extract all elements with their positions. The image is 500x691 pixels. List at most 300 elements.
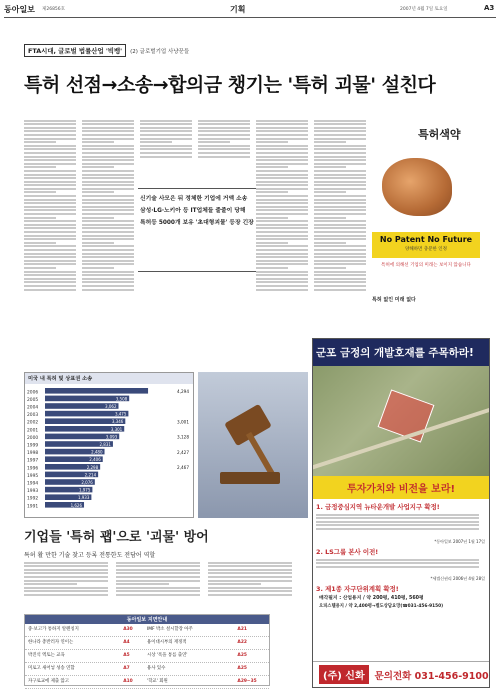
text-line bbox=[82, 170, 134, 172]
text-line bbox=[256, 245, 308, 247]
text-line bbox=[140, 134, 192, 136]
text-line bbox=[82, 206, 134, 208]
chart-box bbox=[24, 372, 194, 518]
ad-point-3-sub-1: 매각필지 : 산업용지 / 약 200평, 410평, 560평 bbox=[319, 596, 424, 601]
chart-right-label: 4,294 bbox=[177, 389, 189, 394]
page-guide-item: 박진석 엑토는 교육 bbox=[28, 653, 65, 658]
subheadline bbox=[24, 526, 314, 559]
text-line bbox=[82, 274, 134, 276]
text-line bbox=[256, 285, 308, 287]
text-line bbox=[256, 174, 308, 176]
text-line bbox=[198, 127, 250, 129]
text-line bbox=[82, 145, 134, 147]
slogan-english: No Patent No Future bbox=[379, 235, 473, 244]
series-bar bbox=[24, 44, 189, 57]
slogan-korean: 양해하면 충분한 인정 bbox=[405, 247, 447, 252]
text-line bbox=[256, 289, 308, 291]
text-line bbox=[256, 141, 288, 143]
text-line bbox=[256, 271, 308, 273]
text-line bbox=[24, 245, 76, 247]
page-guide-row[interactable] bbox=[25, 637, 269, 650]
chart-year-label: 1996 bbox=[27, 466, 39, 472]
page-guide-item: '학교' 회원 bbox=[146, 679, 168, 684]
series-tag: FTA시대, 글로벌 법률산업 '빅뱅' bbox=[24, 44, 126, 57]
chart-bar bbox=[45, 388, 148, 394]
text-line bbox=[24, 583, 77, 585]
text-line bbox=[82, 231, 134, 233]
text-line bbox=[256, 213, 308, 215]
article-column-5 bbox=[256, 118, 310, 368]
page-guide-list bbox=[25, 624, 269, 689]
text-line bbox=[256, 263, 308, 265]
chart-title: 미국 내 특허 및 상표권 소송 bbox=[25, 373, 193, 384]
text-line bbox=[82, 260, 134, 262]
page-guide-item: 미로고 새어넣 성송 연합 bbox=[28, 666, 75, 671]
chart-value-label: 1,975 bbox=[78, 487, 91, 493]
text-line bbox=[24, 249, 76, 251]
text-line bbox=[24, 166, 56, 168]
text-line bbox=[24, 148, 76, 150]
text-line bbox=[314, 188, 366, 190]
text-line bbox=[24, 181, 76, 183]
text-line bbox=[256, 267, 288, 269]
text-line bbox=[314, 120, 366, 122]
text-line bbox=[24, 285, 76, 287]
text-line bbox=[24, 263, 76, 265]
ad-point-1-source: *동아일보 2007년 1월 17일 bbox=[434, 539, 485, 544]
text-line bbox=[256, 220, 308, 222]
text-line bbox=[24, 289, 76, 291]
text-line bbox=[82, 267, 114, 269]
chart-value-label: 2,076 bbox=[81, 480, 93, 485]
text-line bbox=[24, 572, 108, 574]
article-column-4 bbox=[198, 118, 252, 178]
text-line bbox=[82, 238, 134, 240]
text-line bbox=[256, 120, 308, 122]
text-line bbox=[314, 206, 366, 208]
text-line bbox=[256, 253, 308, 255]
text-line bbox=[208, 576, 292, 578]
text-line bbox=[256, 202, 308, 204]
page-guide-page: A4 bbox=[123, 640, 130, 645]
text-line bbox=[198, 134, 250, 136]
text-line bbox=[314, 152, 366, 154]
text-line bbox=[314, 209, 366, 211]
text-line bbox=[198, 123, 250, 125]
text-line bbox=[314, 253, 366, 255]
ad-point-2-body bbox=[316, 557, 486, 575]
ad-point-3-sub-2: 오피스텔용지 / 약 2,400평→별도상담요망(☎031-456-9150) bbox=[319, 604, 444, 609]
text-line bbox=[256, 281, 308, 283]
text-line bbox=[314, 213, 366, 215]
text-line bbox=[314, 123, 366, 125]
text-line bbox=[314, 177, 366, 179]
text-line bbox=[82, 242, 114, 244]
text-line bbox=[256, 231, 308, 233]
photo-caption bbox=[372, 296, 480, 303]
text-line bbox=[82, 181, 134, 183]
text-line bbox=[256, 217, 288, 219]
brain-image bbox=[382, 158, 452, 216]
text-line bbox=[208, 569, 292, 571]
text-line bbox=[314, 274, 366, 276]
text-line bbox=[208, 580, 292, 582]
text-line bbox=[116, 580, 200, 582]
chart-year-label: 2002 bbox=[27, 420, 39, 426]
text-line bbox=[24, 278, 76, 280]
page-guide-page: A25 bbox=[237, 666, 247, 671]
sub-article-column-3 bbox=[208, 560, 296, 612]
text-line bbox=[314, 238, 366, 240]
text-line bbox=[314, 224, 366, 226]
text-line bbox=[256, 184, 308, 186]
text-line bbox=[198, 145, 250, 147]
text-line bbox=[24, 213, 76, 215]
slogan-banner bbox=[372, 232, 480, 258]
page-number: A3 bbox=[484, 4, 495, 12]
text-line bbox=[24, 174, 76, 176]
text-line bbox=[82, 166, 114, 168]
text-line bbox=[24, 242, 56, 244]
photo-caption-red: 특허에 의해선 기업의 미래는 보이지 않습니다 bbox=[381, 263, 471, 268]
masthead bbox=[4, 4, 496, 16]
text-line bbox=[256, 199, 308, 201]
text-line bbox=[24, 127, 76, 129]
text-line bbox=[314, 138, 366, 140]
text-line bbox=[314, 256, 366, 258]
text-line bbox=[198, 156, 250, 158]
text-line bbox=[140, 120, 192, 122]
text-line bbox=[82, 263, 134, 265]
text-line bbox=[24, 235, 76, 237]
text-line bbox=[24, 138, 76, 140]
chart-value-label: 1,626 bbox=[70, 502, 83, 508]
chart-value-label: 3,062 bbox=[105, 404, 117, 409]
ad-point-3: 3. 제1종 자구단위계획 확정! bbox=[316, 585, 399, 593]
text-line bbox=[314, 199, 366, 201]
text-line bbox=[116, 569, 200, 571]
text-line bbox=[316, 566, 479, 568]
text-line bbox=[24, 206, 76, 208]
text-line bbox=[314, 191, 346, 193]
text-line bbox=[316, 562, 479, 564]
text-line bbox=[24, 145, 76, 147]
text-line bbox=[256, 134, 308, 136]
text-line bbox=[116, 576, 200, 578]
text-line bbox=[314, 263, 366, 265]
page-guide-row[interactable] bbox=[25, 663, 269, 676]
page-guide-item: IMF 박소 설시할장 아주 bbox=[146, 627, 193, 632]
page-guide-row[interactable] bbox=[25, 650, 269, 663]
text-line bbox=[24, 576, 108, 578]
text-line bbox=[82, 195, 134, 197]
ad-contact-bar bbox=[313, 661, 489, 687]
text-line bbox=[24, 152, 76, 154]
text-line bbox=[314, 249, 366, 251]
photo-caption-title: 특허 없인 미래 없다 bbox=[372, 297, 416, 303]
page-guide-page: A21 bbox=[237, 627, 247, 632]
text-line bbox=[314, 141, 346, 143]
text-line bbox=[82, 281, 134, 283]
text-line bbox=[24, 163, 76, 165]
text-line bbox=[82, 235, 134, 237]
ad-point-1: 1. 금정중심지역 뉴타운개발 사업지구 확정! bbox=[316, 503, 440, 511]
text-line bbox=[24, 177, 76, 179]
text-line bbox=[256, 130, 308, 132]
pullquote-line-3: 특허등 5000개 보유 '초대형괴물' 등장 긴장 bbox=[140, 220, 254, 226]
chart-value-label: 1,933 bbox=[77, 495, 90, 501]
text-line bbox=[256, 181, 308, 183]
chart-year-label: 2001 bbox=[27, 428, 39, 434]
chart-year-label: 1999 bbox=[27, 443, 39, 449]
text-line bbox=[140, 152, 192, 154]
page-guide-page: A10 bbox=[123, 679, 133, 684]
text-line bbox=[116, 590, 200, 592]
text-line bbox=[24, 184, 76, 186]
text-line bbox=[256, 127, 308, 129]
text-line bbox=[314, 278, 366, 280]
text-line bbox=[82, 209, 134, 211]
masthead-rule bbox=[4, 17, 496, 18]
chart-year-label: 1997 bbox=[27, 458, 39, 464]
text-line bbox=[256, 156, 308, 158]
text-line bbox=[208, 583, 261, 585]
text-line bbox=[208, 587, 292, 589]
text-line bbox=[116, 572, 200, 574]
pullquote-line-2: 삼성·LG·노키아 등 IT업체들 줄줄이 당해 bbox=[140, 208, 246, 214]
gavel-base bbox=[220, 472, 280, 484]
page-guide-item: 중·보고가 통하지 알렌칭지 bbox=[28, 627, 79, 632]
page-guide bbox=[24, 614, 270, 686]
text-line bbox=[82, 188, 134, 190]
ad-point-2-source: *세법신권리 2006년 4월 28일 bbox=[430, 576, 485, 581]
text-line bbox=[82, 227, 134, 229]
text-line bbox=[116, 565, 200, 567]
article-column-3 bbox=[140, 118, 194, 178]
series-part: (2) 글로벌기업 사냥꾼들 bbox=[130, 48, 190, 55]
subheadline-deck: 특허 활 만한 기술 찾고 등록 전통한도 전담어 역할 bbox=[24, 552, 156, 559]
text-line bbox=[140, 145, 192, 147]
newspaper-logo: 동아일보 bbox=[4, 4, 35, 14]
ad-investment: 투자가치와 비전을 보라! bbox=[313, 476, 489, 499]
text-line bbox=[24, 569, 108, 571]
text-line bbox=[316, 559, 479, 561]
section-name: 기획 bbox=[230, 5, 246, 14]
text-line bbox=[256, 206, 308, 208]
text-line bbox=[82, 156, 134, 158]
text-line bbox=[24, 231, 76, 233]
text-line bbox=[24, 256, 76, 258]
text-line bbox=[198, 120, 250, 122]
text-line bbox=[316, 517, 479, 519]
text-line bbox=[116, 583, 169, 585]
text-line bbox=[24, 238, 76, 240]
page-guide-page: A7 bbox=[123, 666, 130, 671]
headline: 특허 선점→소송→합의금 챙기는 '특허 괴물' 설친다 bbox=[24, 74, 436, 96]
chart-value-label: 2,298 bbox=[86, 464, 99, 470]
text-line bbox=[24, 274, 76, 276]
text-line bbox=[140, 127, 192, 129]
page-guide-item: 용사 있수 bbox=[146, 666, 166, 671]
text-line bbox=[198, 152, 250, 154]
text-line bbox=[256, 227, 308, 229]
text-line bbox=[208, 590, 292, 592]
page-guide-item: 자구로교에 제출 않고 bbox=[28, 679, 69, 684]
text-line bbox=[24, 188, 76, 190]
text-line bbox=[208, 562, 292, 564]
text-line bbox=[256, 145, 308, 147]
page-guide-page: A30 bbox=[123, 627, 133, 632]
text-line bbox=[82, 123, 134, 125]
text-line bbox=[82, 138, 134, 140]
text-line bbox=[314, 202, 366, 204]
publish-date: 2007년 4월 7일 토요일 bbox=[400, 7, 448, 12]
text-line bbox=[208, 565, 292, 567]
chart-right-label: 2,427 bbox=[177, 449, 189, 455]
text-line bbox=[314, 170, 366, 172]
text-line bbox=[256, 177, 308, 179]
ad-title: 군포 금정의 개발호재를 주목하라! bbox=[313, 339, 489, 366]
chart-plot bbox=[25, 384, 193, 516]
text-line bbox=[140, 130, 192, 132]
text-line bbox=[82, 159, 134, 161]
text-line bbox=[24, 191, 56, 193]
text-line bbox=[256, 148, 308, 150]
page-guide-page: A5 bbox=[123, 653, 130, 658]
text-line bbox=[24, 590, 108, 592]
text-line bbox=[314, 195, 366, 197]
text-line bbox=[140, 123, 192, 125]
text-line bbox=[256, 235, 308, 237]
chart-value-label: 2,214 bbox=[84, 472, 97, 478]
text-line bbox=[82, 163, 134, 165]
text-line bbox=[24, 195, 76, 197]
ad-point-1-body bbox=[316, 512, 486, 538]
text-line bbox=[256, 195, 308, 197]
chart-value-label: 3,508 bbox=[115, 396, 128, 402]
chart-year-label: 1998 bbox=[27, 451, 39, 457]
chart-year-label: 1992 bbox=[27, 496, 39, 502]
text-line bbox=[256, 249, 308, 251]
text-line bbox=[314, 271, 366, 273]
text-line bbox=[316, 514, 479, 516]
text-line bbox=[116, 594, 200, 596]
text-line bbox=[256, 224, 308, 226]
text-line bbox=[314, 130, 366, 132]
text-line bbox=[316, 524, 479, 526]
text-line bbox=[24, 260, 76, 262]
page-guide-item: 한나라 총반러자 연이는 bbox=[28, 640, 74, 645]
text-line bbox=[314, 134, 366, 136]
page-guide-row[interactable] bbox=[25, 676, 269, 689]
text-line bbox=[256, 278, 308, 280]
page-guide-item: 용이대시부의 재정적 bbox=[146, 640, 187, 645]
text-line bbox=[256, 170, 308, 172]
text-line bbox=[82, 256, 134, 258]
chart-year-label: 1995 bbox=[27, 473, 39, 479]
text-line bbox=[82, 202, 134, 204]
text-line bbox=[24, 227, 76, 229]
text-line bbox=[24, 580, 108, 582]
text-line bbox=[24, 220, 76, 222]
page-guide-page: A29~35 bbox=[237, 679, 257, 684]
text-line bbox=[82, 152, 134, 154]
text-line bbox=[82, 249, 134, 251]
text-line bbox=[82, 213, 134, 215]
gavel-photo bbox=[198, 372, 308, 518]
chart-value-label: 3,093 bbox=[105, 434, 118, 440]
page-guide-page: A22 bbox=[237, 640, 247, 645]
text-line bbox=[24, 253, 76, 255]
text-line bbox=[314, 145, 366, 147]
chart-year-label: 2006 bbox=[27, 390, 39, 396]
text-line bbox=[256, 238, 308, 240]
text-line bbox=[316, 528, 479, 530]
text-line bbox=[314, 289, 366, 291]
chart-value-label: 2,831 bbox=[99, 442, 111, 447]
text-line bbox=[256, 138, 308, 140]
subheadline-title: 기업들 '특허 괩'으로 '괴물' 방어 bbox=[24, 530, 209, 545]
text-line bbox=[314, 184, 366, 186]
text-line bbox=[82, 120, 134, 122]
text-line bbox=[24, 565, 108, 567]
text-line bbox=[256, 256, 308, 258]
text-line bbox=[314, 242, 346, 244]
text-line bbox=[82, 127, 134, 129]
text-line bbox=[82, 217, 114, 219]
chart-year-label: 1994 bbox=[27, 481, 39, 487]
text-line bbox=[24, 202, 76, 204]
text-line bbox=[314, 166, 346, 168]
text-line bbox=[208, 594, 292, 596]
chart-value-label: 3,475 bbox=[114, 411, 127, 417]
ad-phone[interactable]: 문의전화 031-456-9100 bbox=[374, 670, 489, 682]
chart-year-label: 1991 bbox=[27, 504, 39, 510]
text-line bbox=[314, 245, 366, 247]
chart-value-label: 2,480 bbox=[91, 449, 103, 455]
text-line bbox=[314, 217, 346, 219]
text-line bbox=[82, 285, 134, 287]
text-line bbox=[24, 199, 76, 201]
text-line bbox=[140, 148, 192, 150]
text-line bbox=[140, 138, 192, 140]
text-line bbox=[256, 163, 308, 165]
text-line bbox=[82, 177, 134, 179]
text-line bbox=[82, 174, 134, 176]
page-guide-row[interactable] bbox=[25, 624, 269, 637]
text-line bbox=[314, 148, 366, 150]
text-line bbox=[116, 587, 200, 589]
text-line bbox=[24, 141, 56, 143]
text-line bbox=[198, 138, 250, 140]
text-line bbox=[256, 260, 308, 262]
text-line bbox=[140, 141, 172, 143]
text-line bbox=[314, 281, 366, 283]
text-line bbox=[24, 123, 76, 125]
text-line bbox=[82, 220, 134, 222]
text-line bbox=[24, 267, 56, 269]
text-line bbox=[82, 130, 134, 132]
text-line bbox=[198, 130, 250, 132]
chart-year-label: 2000 bbox=[27, 435, 39, 441]
text-line bbox=[82, 224, 134, 226]
text-line bbox=[314, 174, 366, 176]
text-line bbox=[24, 120, 76, 122]
chart-value-label: 2,406 bbox=[89, 457, 101, 463]
chart-right-label: 2,467 bbox=[177, 465, 189, 470]
sub-article-column-1 bbox=[24, 560, 112, 612]
text-line bbox=[24, 281, 76, 283]
